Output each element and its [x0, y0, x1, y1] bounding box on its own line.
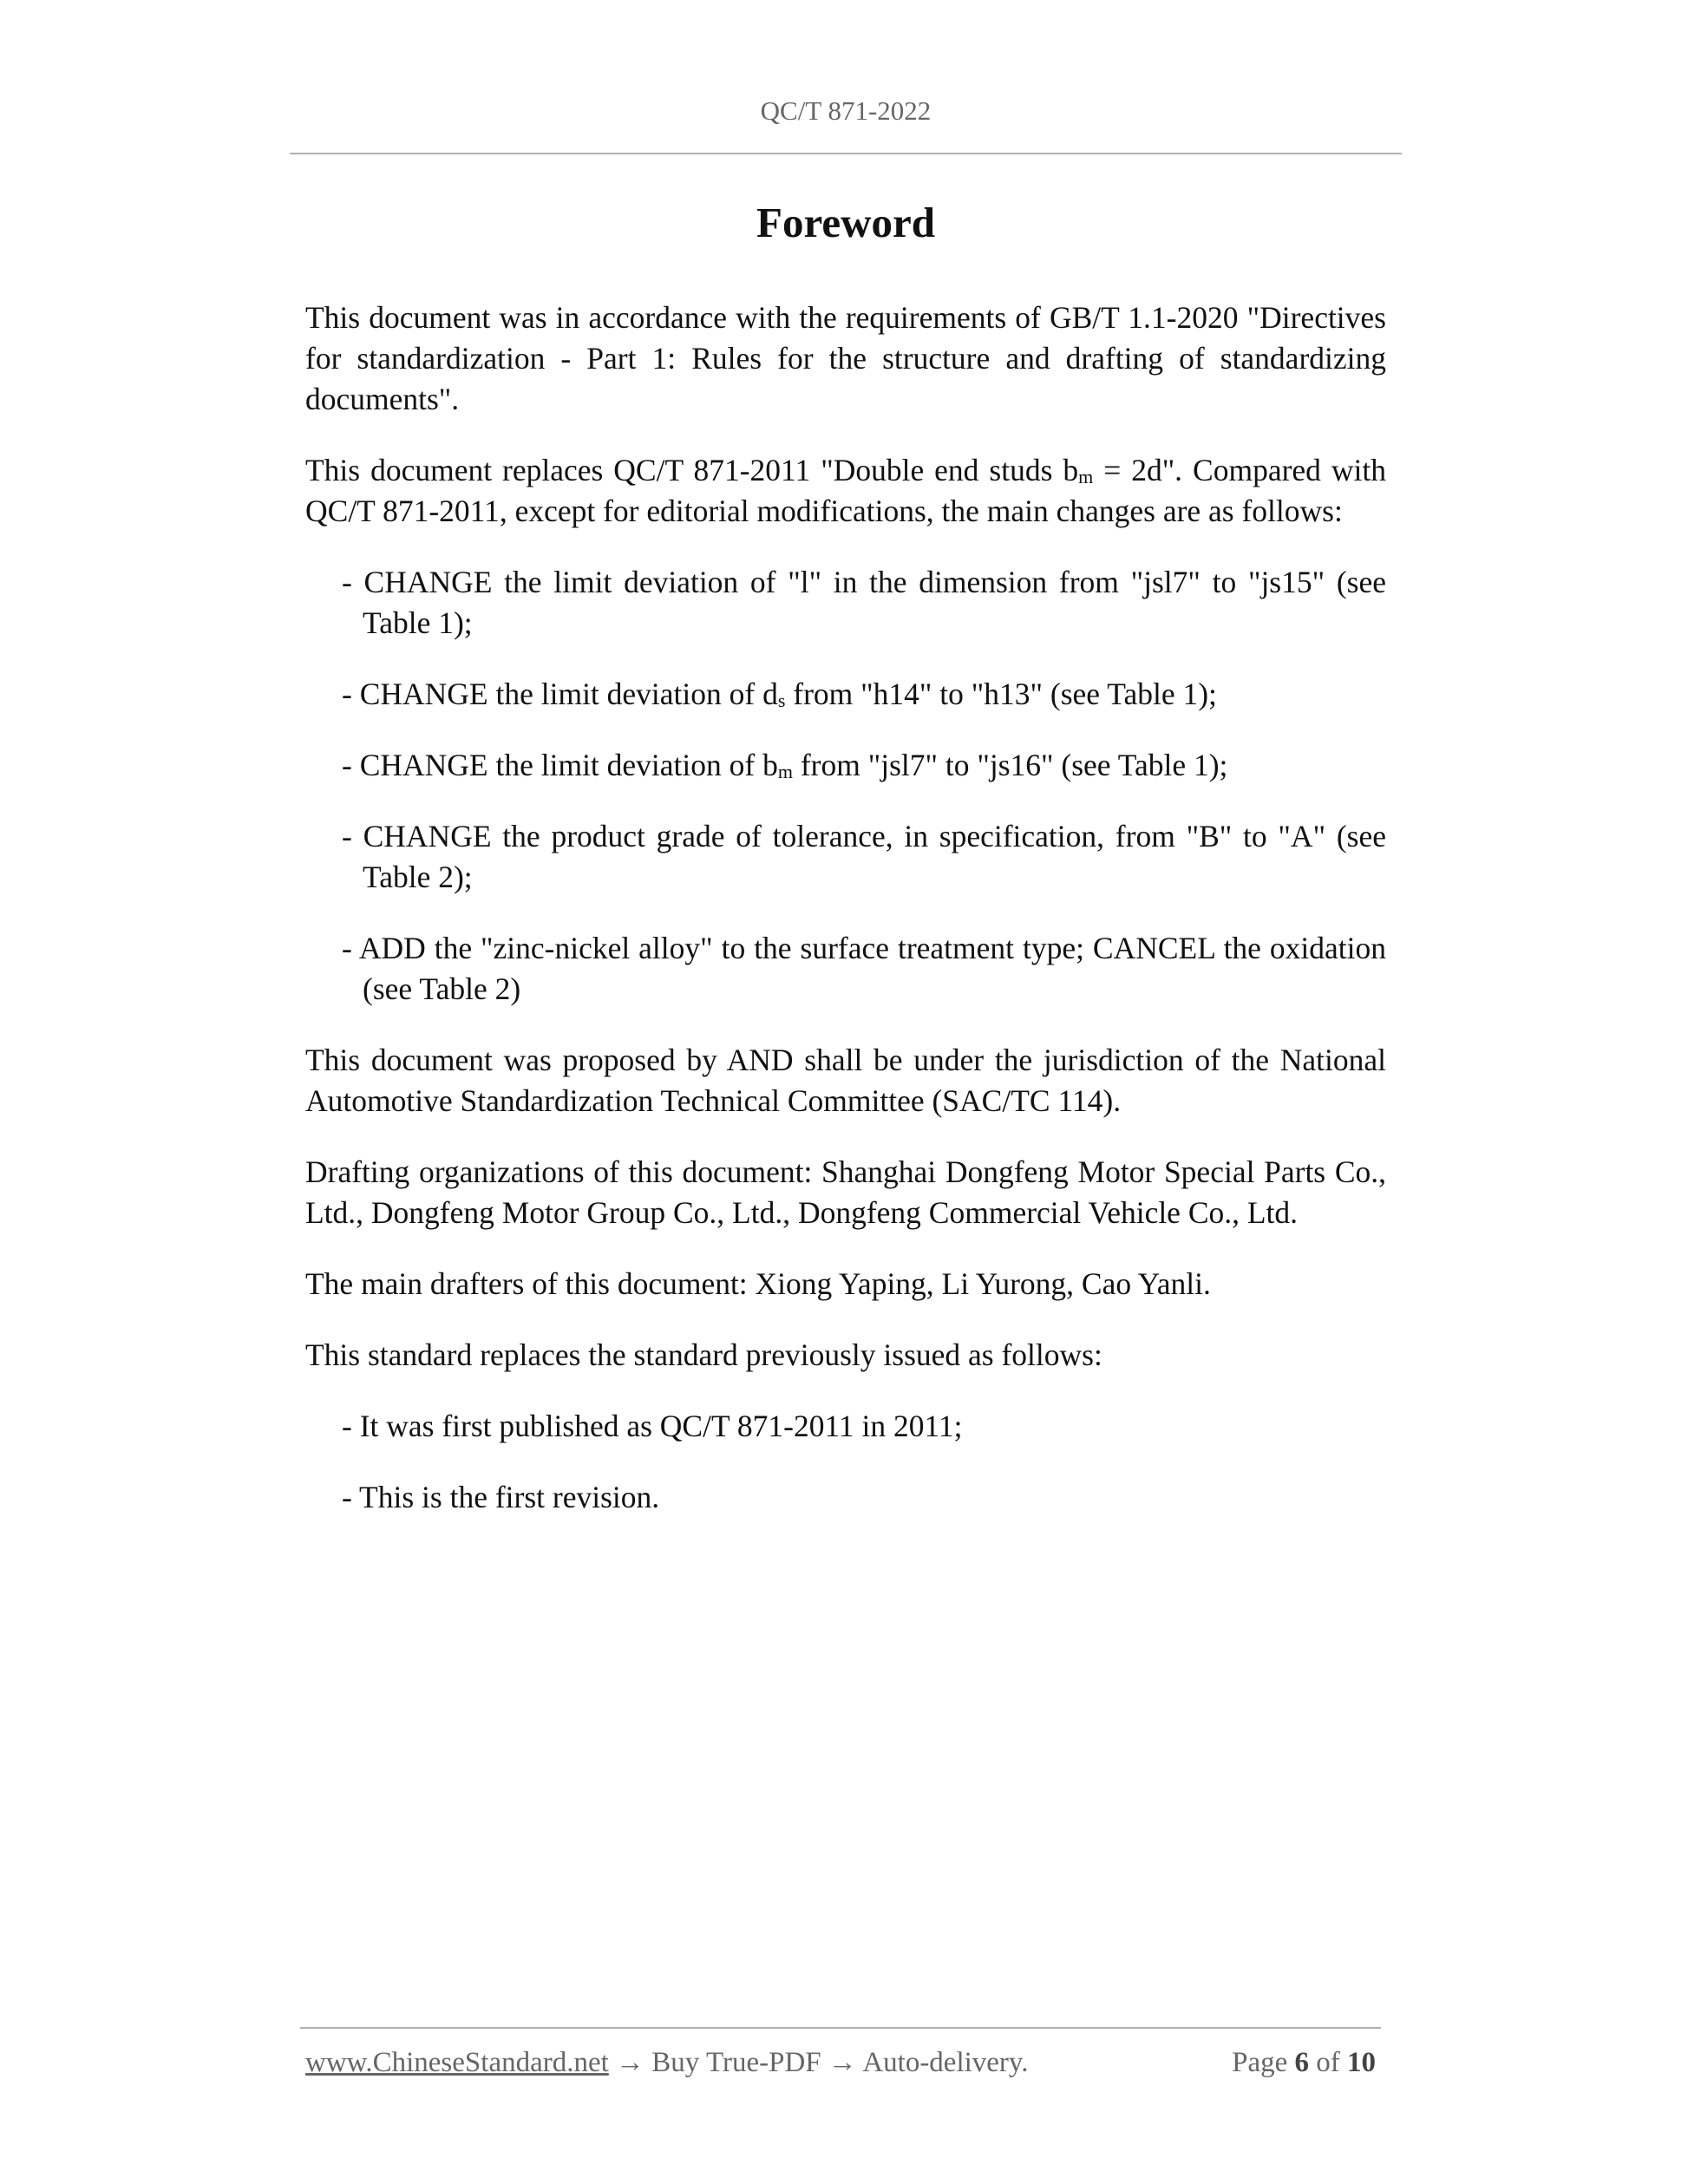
paragraph-replaces-text-b: = 2d". Compared with QC/T 871-2011, except for editorial modifications, the main changes are as follows: — [305, 453, 1386, 528]
change-item-ds — [342, 674, 1386, 715]
footer-promo — [305, 2047, 1029, 2079]
change-item-l: - CHANGE the limit deviation of "l" in the dimension from "jsl7" to "js15" (see Table 1); — [342, 565, 1386, 640]
change-item-bm-text-b: from "jsl7" to "js16" (see Table 1); — [792, 748, 1228, 782]
paragraph-replaces-text-a: This document replaces QC/T 871-2011 "Double end studs b — [305, 453, 1079, 487]
paragraph-drafting-organizations: Drafting organizations of this document: Shanghai Dongfeng Motor Special Parts Co., Ltd., Dongfeng Motor Group Co., Ltd., Dongfeng Commercial Vehicle Co., Ltd. — [305, 1154, 1386, 1230]
footer-divider — [300, 2027, 1381, 2029]
current-page-number: 6 — [1294, 2047, 1309, 2078]
arrow-right-icon: → — [616, 2047, 645, 2078]
page-indicator — [1232, 2047, 1376, 2079]
page-word: Page — [1232, 2047, 1288, 2078]
subscript-m: m — [777, 761, 793, 782]
footer-delivery-text: Auto-delivery. — [862, 2047, 1029, 2078]
history-item-first-published: - It was first published as QC/T 871-2011 in 2011; — [342, 1409, 963, 1443]
of-word: of — [1316, 2047, 1340, 2078]
footer-buy-text: Buy True-PDF — [651, 2047, 821, 2078]
paragraph-history-intro: This standard replaces the standard previously issued as follows: — [305, 1337, 1102, 1372]
change-item-bm-text-a: - CHANGE the limit deviation of b — [342, 748, 778, 782]
change-item-surface: - ADD the "zinc-nickel alloy" to the surface treatment type; CANCEL the oxidation (see Table 2) — [342, 931, 1386, 1006]
subscript-s: s — [777, 690, 786, 711]
document-body — [305, 298, 1386, 1548]
paragraph-directives: This document was in accordance with the requirements of GB/T 1.1-2020 "Directives for standardization - Part 1: Rules for the structure and drafting of standardizing documents". — [305, 300, 1386, 416]
header-divider — [290, 153, 1402, 154]
change-item-ds-text-b: from "h14" to "h13" (see Table 1); — [785, 677, 1217, 711]
change-item-bm — [342, 745, 1386, 786]
change-item-grade: - CHANGE the product grade of tolerance, in specification, from "B" to "A" (see Table 2); — [342, 819, 1386, 894]
page-title: Foreword — [756, 199, 935, 246]
paragraph-drafters: The main drafters of this document: Xiong Yaping, Li Yurong, Cao Yanli. — [305, 1266, 1211, 1301]
total-pages-number: 10 — [1347, 2047, 1376, 2078]
website-link[interactable]: www.ChineseStandard.net — [305, 2047, 609, 2078]
paragraph-replaces — [305, 450, 1386, 532]
history-item-first-revision: - This is the first revision. — [342, 1480, 660, 1514]
paragraph-proposed: This document was proposed by AND shall be under the jurisdiction of the National Automotive Standardization Technical Committee (SAC/TC 114). — [305, 1043, 1386, 1118]
page-header: QC/T 871-2022 — [760, 95, 932, 126]
change-item-ds-text-a: - CHANGE the limit deviation of d — [342, 677, 778, 711]
subscript-m: m — [1078, 466, 1094, 487]
arrow-right-icon: → — [828, 2047, 857, 2078]
